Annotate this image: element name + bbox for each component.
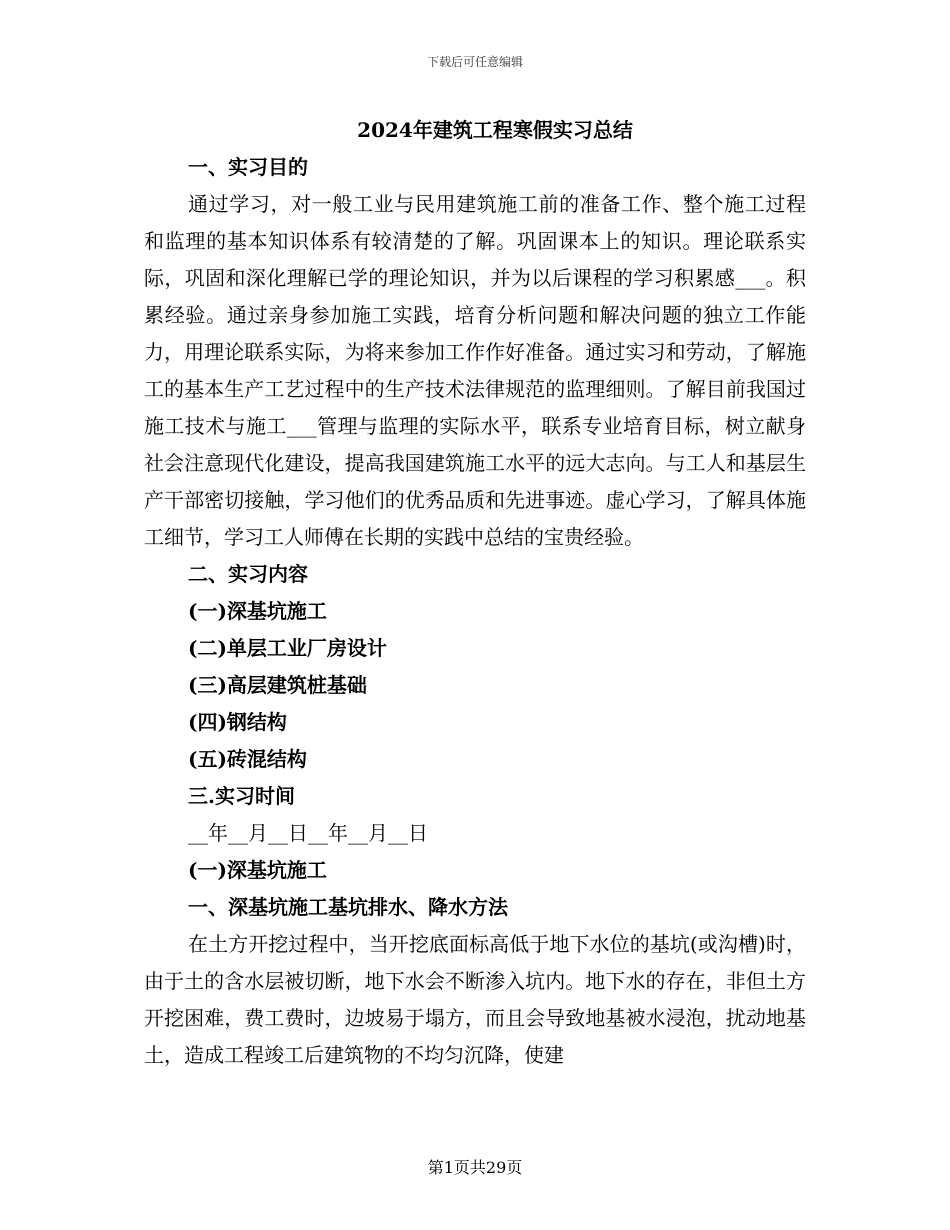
document-body [144, 112, 806, 1074]
list-item: (四)钢结构 [188, 710, 287, 734]
list-item: (三)高层建筑桩基础 [188, 673, 367, 697]
page-footer-number: 第1页共29页 [427, 1158, 523, 1177]
list-item: (一)深基坑施工 [188, 599, 327, 623]
section-heading-time: 三.实习时间 [188, 784, 295, 808]
sub-section-heading-drainage: 一、深基坑施工基坑排水、降水方法 [188, 895, 508, 919]
page-header-note: 下载后可任意编辑 [426, 55, 523, 69]
list-item: (五)砖混结构 [188, 747, 307, 771]
paragraph-drainage: 在土方开挖过程中，当开挖底面标高低于地下水位的基坑(或沟槽)时，由于土的含水层被切断，地下水会不断渗入坑内。地下水的存在，非但土方开挖困难，费工费时，边坡易于塌方，而且会导致地基被水浸泡，扰动地基土，造成工程竣工后建筑物的不均匀沉降，使建 [144, 932, 806, 1067]
list-item: (二)单层工业厂房设计 [188, 636, 387, 660]
internship-time-blank: __年__月__日__年__月__日 [188, 821, 428, 845]
document-title: 2024年建筑工程寒假实习总结 [357, 118, 633, 142]
paragraph-purpose: 通过学习，对一般工业与民用建筑施工前的准备工作、整个施工过程和监理的基本知识体系有较清楚的了解。巩固课本上的知识。理论联系实际，巩固和深化理解已学的理论知识，并为以后课程的学习积累感___。积累经验。通过亲身参加施工实践，培育分析问题和解决问题的独立工作能力，用理论联系实际，为将来参加工作作好准备。通过实习和劳动，了解施工的基本生产工艺过程中的生产技术法律规范的监理细则。了解目前我国过施工技术与施工___管理与监理的实际水平，联系专业培育目标，树立献身社会注意现代化建设，提高我国建筑施工水平的远大志向。与工人和基层生产干部密切接触，学习他们的优秀品质和先进事迹。虚心学习，了解具体施工细节，学习工人师傅在长期的实践中总结的宝贵经验。 [144, 192, 806, 549]
section-heading-purpose: 一、实习目的 [188, 155, 308, 179]
section-heading-content: 二、实习内容 [188, 562, 308, 586]
sub-heading-deep-foundation: (一)深基坑施工 [188, 858, 327, 882]
